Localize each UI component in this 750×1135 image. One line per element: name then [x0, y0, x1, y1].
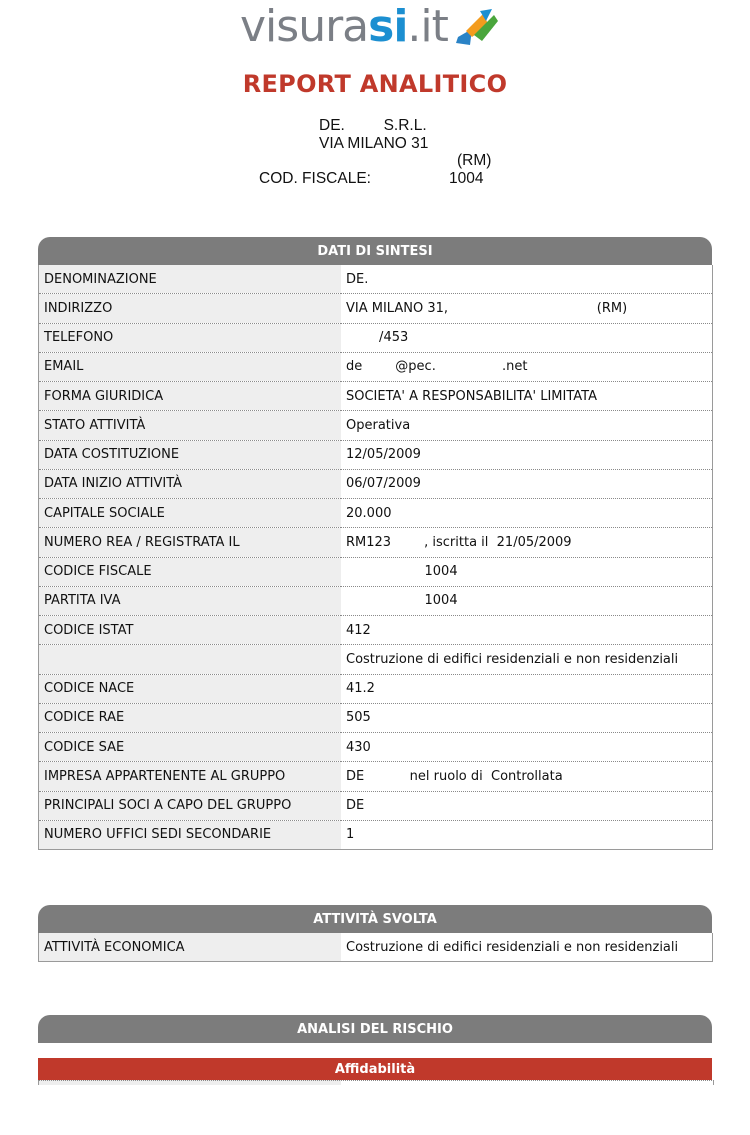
logo-mark-icon: [454, 7, 500, 47]
field-value: 505: [341, 703, 713, 732]
field-value: RM123 , iscritta il 21/05/2009: [341, 528, 713, 557]
table-row: [39, 762, 713, 791]
company-name: DE. S.R.L.: [319, 117, 427, 134]
table-row: [39, 411, 713, 440]
table-row: [39, 933, 713, 962]
field-label: INDIRIZZO: [39, 294, 342, 323]
table-row: [39, 323, 713, 352]
field-label: CODICE RAE: [39, 703, 342, 732]
affidabilita-row: [38, 1080, 714, 1085]
report-title: REPORT ANALITICO: [242, 70, 508, 98]
table-row: [39, 645, 713, 674]
table-row: [39, 733, 713, 762]
company-province: (RM): [457, 152, 492, 169]
field-value: 412: [341, 616, 713, 645]
field-value: Costruzione di edifici residenziali e non residenziali: [341, 645, 713, 674]
table-row: [39, 469, 713, 498]
field-value: DE.: [341, 265, 713, 294]
field-value: de @pec. .net: [341, 352, 713, 381]
field-label: PARTITA IVA: [39, 586, 342, 615]
table-row: [39, 557, 713, 586]
visurasi-logo: [240, 2, 500, 52]
table-row: [39, 791, 713, 820]
field-value: 06/07/2009: [341, 469, 713, 498]
field-value: Costruzione di edifici residenziali e non residenziali: [341, 933, 713, 962]
table-row: [39, 586, 713, 615]
affidabilita-bar: Affidabilità: [38, 1058, 712, 1080]
field-value: 1: [341, 820, 713, 849]
field-value: DE nel ruolo di Controllata: [341, 762, 713, 791]
logo-wordmark: visurasi.it: [240, 1, 448, 52]
field-label: FORMA GIURIDICA: [39, 382, 342, 411]
table-row: [39, 440, 713, 469]
table-row: [39, 703, 713, 732]
table-row: [39, 499, 713, 528]
field-value: 1004: [341, 557, 713, 586]
field-label: CODICE FISCALE: [39, 557, 342, 586]
field-label: CODICE ISTAT: [39, 616, 342, 645]
field-label: NUMERO REA / REGISTRATA IL: [39, 528, 342, 557]
fiscal-code-label: COD. FISCALE:: [259, 170, 371, 187]
table-row: [39, 616, 713, 645]
field-value: 1004: [341, 586, 713, 615]
field-value: DE: [341, 791, 713, 820]
field-value: SOCIETA' A RESPONSABILITA' LIMITATA: [341, 382, 713, 411]
table-row: [39, 528, 713, 557]
table-row: [39, 820, 713, 849]
field-label: CAPITALE SOCIALE: [39, 499, 342, 528]
field-value: 430: [341, 733, 713, 762]
table-row: [39, 265, 713, 294]
field-label: TELEFONO: [39, 323, 342, 352]
field-label: DATA INIZIO ATTIVITÀ: [39, 469, 342, 498]
field-value: /453: [341, 323, 713, 352]
table-row: [39, 294, 713, 323]
section-header-dati-sintesi: DATI DI SINTESI: [38, 237, 712, 265]
field-value: VIA MILANO 31, (RM): [341, 294, 713, 323]
field-label: PRINCIPALI SOCI A CAPO DEL GRUPPO: [39, 791, 342, 820]
table-row: [39, 382, 713, 411]
section-header-attivita-svolta: ATTIVITÀ SVOLTA: [38, 905, 712, 933]
field-label: NUMERO UFFICI SEDI SECONDARIE: [39, 820, 342, 849]
table-row: [39, 674, 713, 703]
dati-sintesi-table: [38, 265, 713, 850]
field-label: ATTIVITÀ ECONOMICA: [39, 933, 342, 962]
table-row: [39, 352, 713, 381]
field-label: EMAIL: [39, 352, 342, 381]
section-header-analisi-rischio: ANALISI DEL RISCHIO: [38, 1015, 712, 1043]
field-value: 12/05/2009: [341, 440, 713, 469]
attivita-table: [38, 933, 713, 962]
company-address: VIA MILANO 31: [319, 135, 429, 152]
field-value: 20.000: [341, 499, 713, 528]
field-value: Operativa: [341, 411, 713, 440]
field-label: [39, 645, 342, 674]
field-label: DATA COSTITUZIONE: [39, 440, 342, 469]
field-label: IMPRESA APPARTENENTE AL GRUPPO: [39, 762, 342, 791]
field-label: CODICE NACE: [39, 674, 342, 703]
fiscal-code-value: 1004: [449, 170, 484, 187]
field-label: STATO ATTIVITÀ: [39, 411, 342, 440]
field-value: 41.2: [341, 674, 713, 703]
field-label: CODICE SAE: [39, 733, 342, 762]
field-label: DENOMINAZIONE: [39, 265, 342, 294]
